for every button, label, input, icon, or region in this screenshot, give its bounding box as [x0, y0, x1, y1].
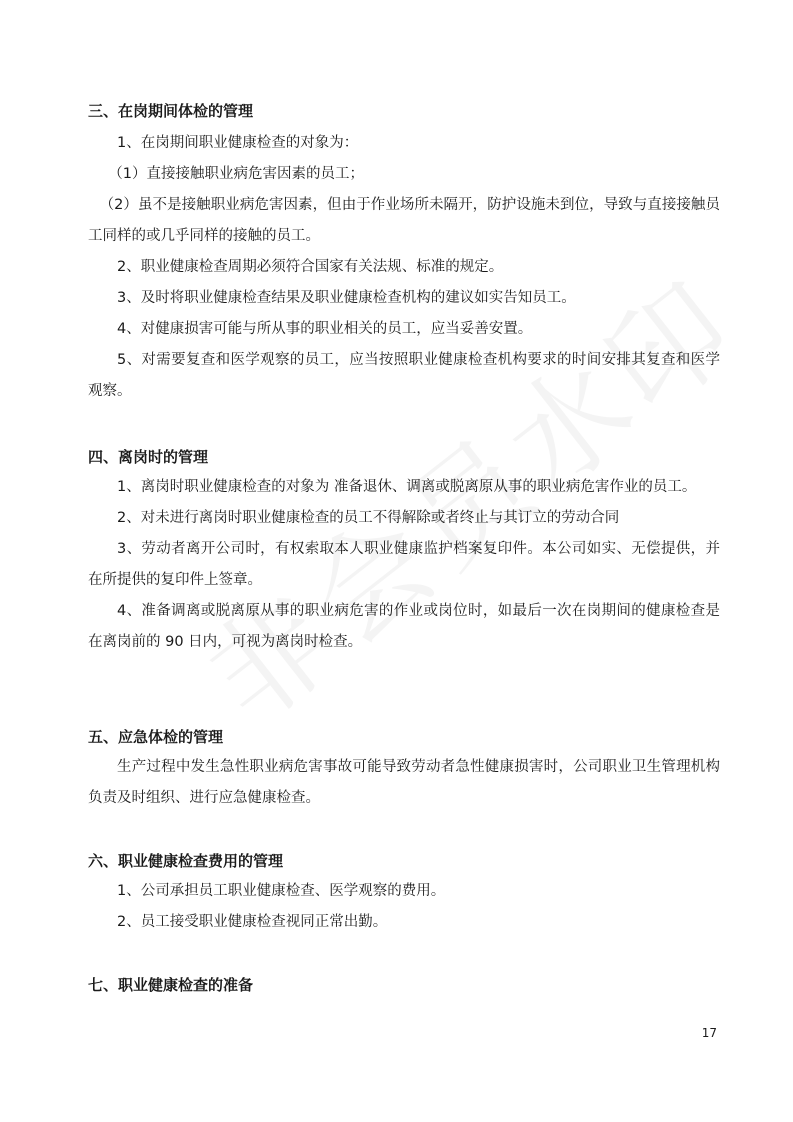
section-heading: 七、职业健康检查的准备 [88, 976, 254, 994]
paragraph: 2、员工接受职业健康检查视同正常出勤。 [117, 914, 388, 930]
paragraph: 4、准备调离或脱离原从事的职业病危害的作业或岗位时，如最后一次在岗期间的健康检查是在离岗前的 90 日内，可视为离岗时检查。 [88, 603, 720, 650]
section-exam-cost-body [88, 876, 720, 938]
section-heading: 四、离岗时的管理 [88, 448, 209, 466]
section-departure-exam [88, 447, 720, 467]
section-emergency-body [88, 752, 720, 814]
section-in-service-exam [88, 101, 720, 121]
paragraph: 2、职业健康检查周期必须符合国家有关法规、标准的规定。 [117, 259, 504, 275]
section-departure-body [88, 472, 720, 658]
paragraph: （2）虽不是接触职业病危害因素，但由于作业场所未隔开，防护设施未到位，导致与直接接触员工同样的或几乎同样的接触的员工。 [88, 197, 720, 244]
section-in-service-body [88, 128, 720, 407]
paragraph: 1、公司承担员工职业健康检查、医学观察的费用。 [117, 883, 446, 899]
section-exam-preparation [88, 975, 720, 995]
paragraph: 5、对需要复查和医学观察的员工，应当按照职业健康检查机构要求的时间安排其复查和医学观察。 [88, 352, 720, 399]
paragraph: 3、及时将职业健康检查结果及职业健康检查机构的建议如实告知员工。 [117, 290, 576, 306]
page-number: 17 [701, 1026, 717, 1040]
section-heading: 三、在岗期间体检的管理 [88, 102, 254, 120]
paragraph: 生产过程中发生急性职业病危害事故可能导致劳动者急性健康损害时，公司职业卫生管理机构负责及时组织、进行应急健康检查。 [88, 759, 720, 806]
section-heading: 六、职业健康检查费用的管理 [88, 852, 284, 870]
paragraph: （1）直接接触职业病危害因素的员工； [108, 166, 365, 182]
paragraph: 4、对健康损害可能与所从事的职业相关的员工，应当妥善安置。 [117, 321, 533, 337]
paragraph: 2、对未进行离岗时职业健康检查的员工不得解除或者终止与其订立的劳动合同 [117, 510, 620, 526]
section-exam-cost [88, 851, 720, 871]
paragraph: 1、在岗期间职业健康检查的对象为： [117, 135, 359, 151]
paragraph: 3、劳动者离开公司时，有权索取本人职业健康监护档案复印件。本公司如实、无偿提供，并在所提供的复印件上签章。 [88, 541, 720, 588]
paragraph: 1、离岗时职业健康检查的对象为 准备退休、调离或脱离原从事的职业病危害作业的员工。 [117, 479, 697, 495]
section-heading: 五、应急体检的管理 [88, 728, 224, 746]
section-emergency-exam [88, 727, 720, 747]
